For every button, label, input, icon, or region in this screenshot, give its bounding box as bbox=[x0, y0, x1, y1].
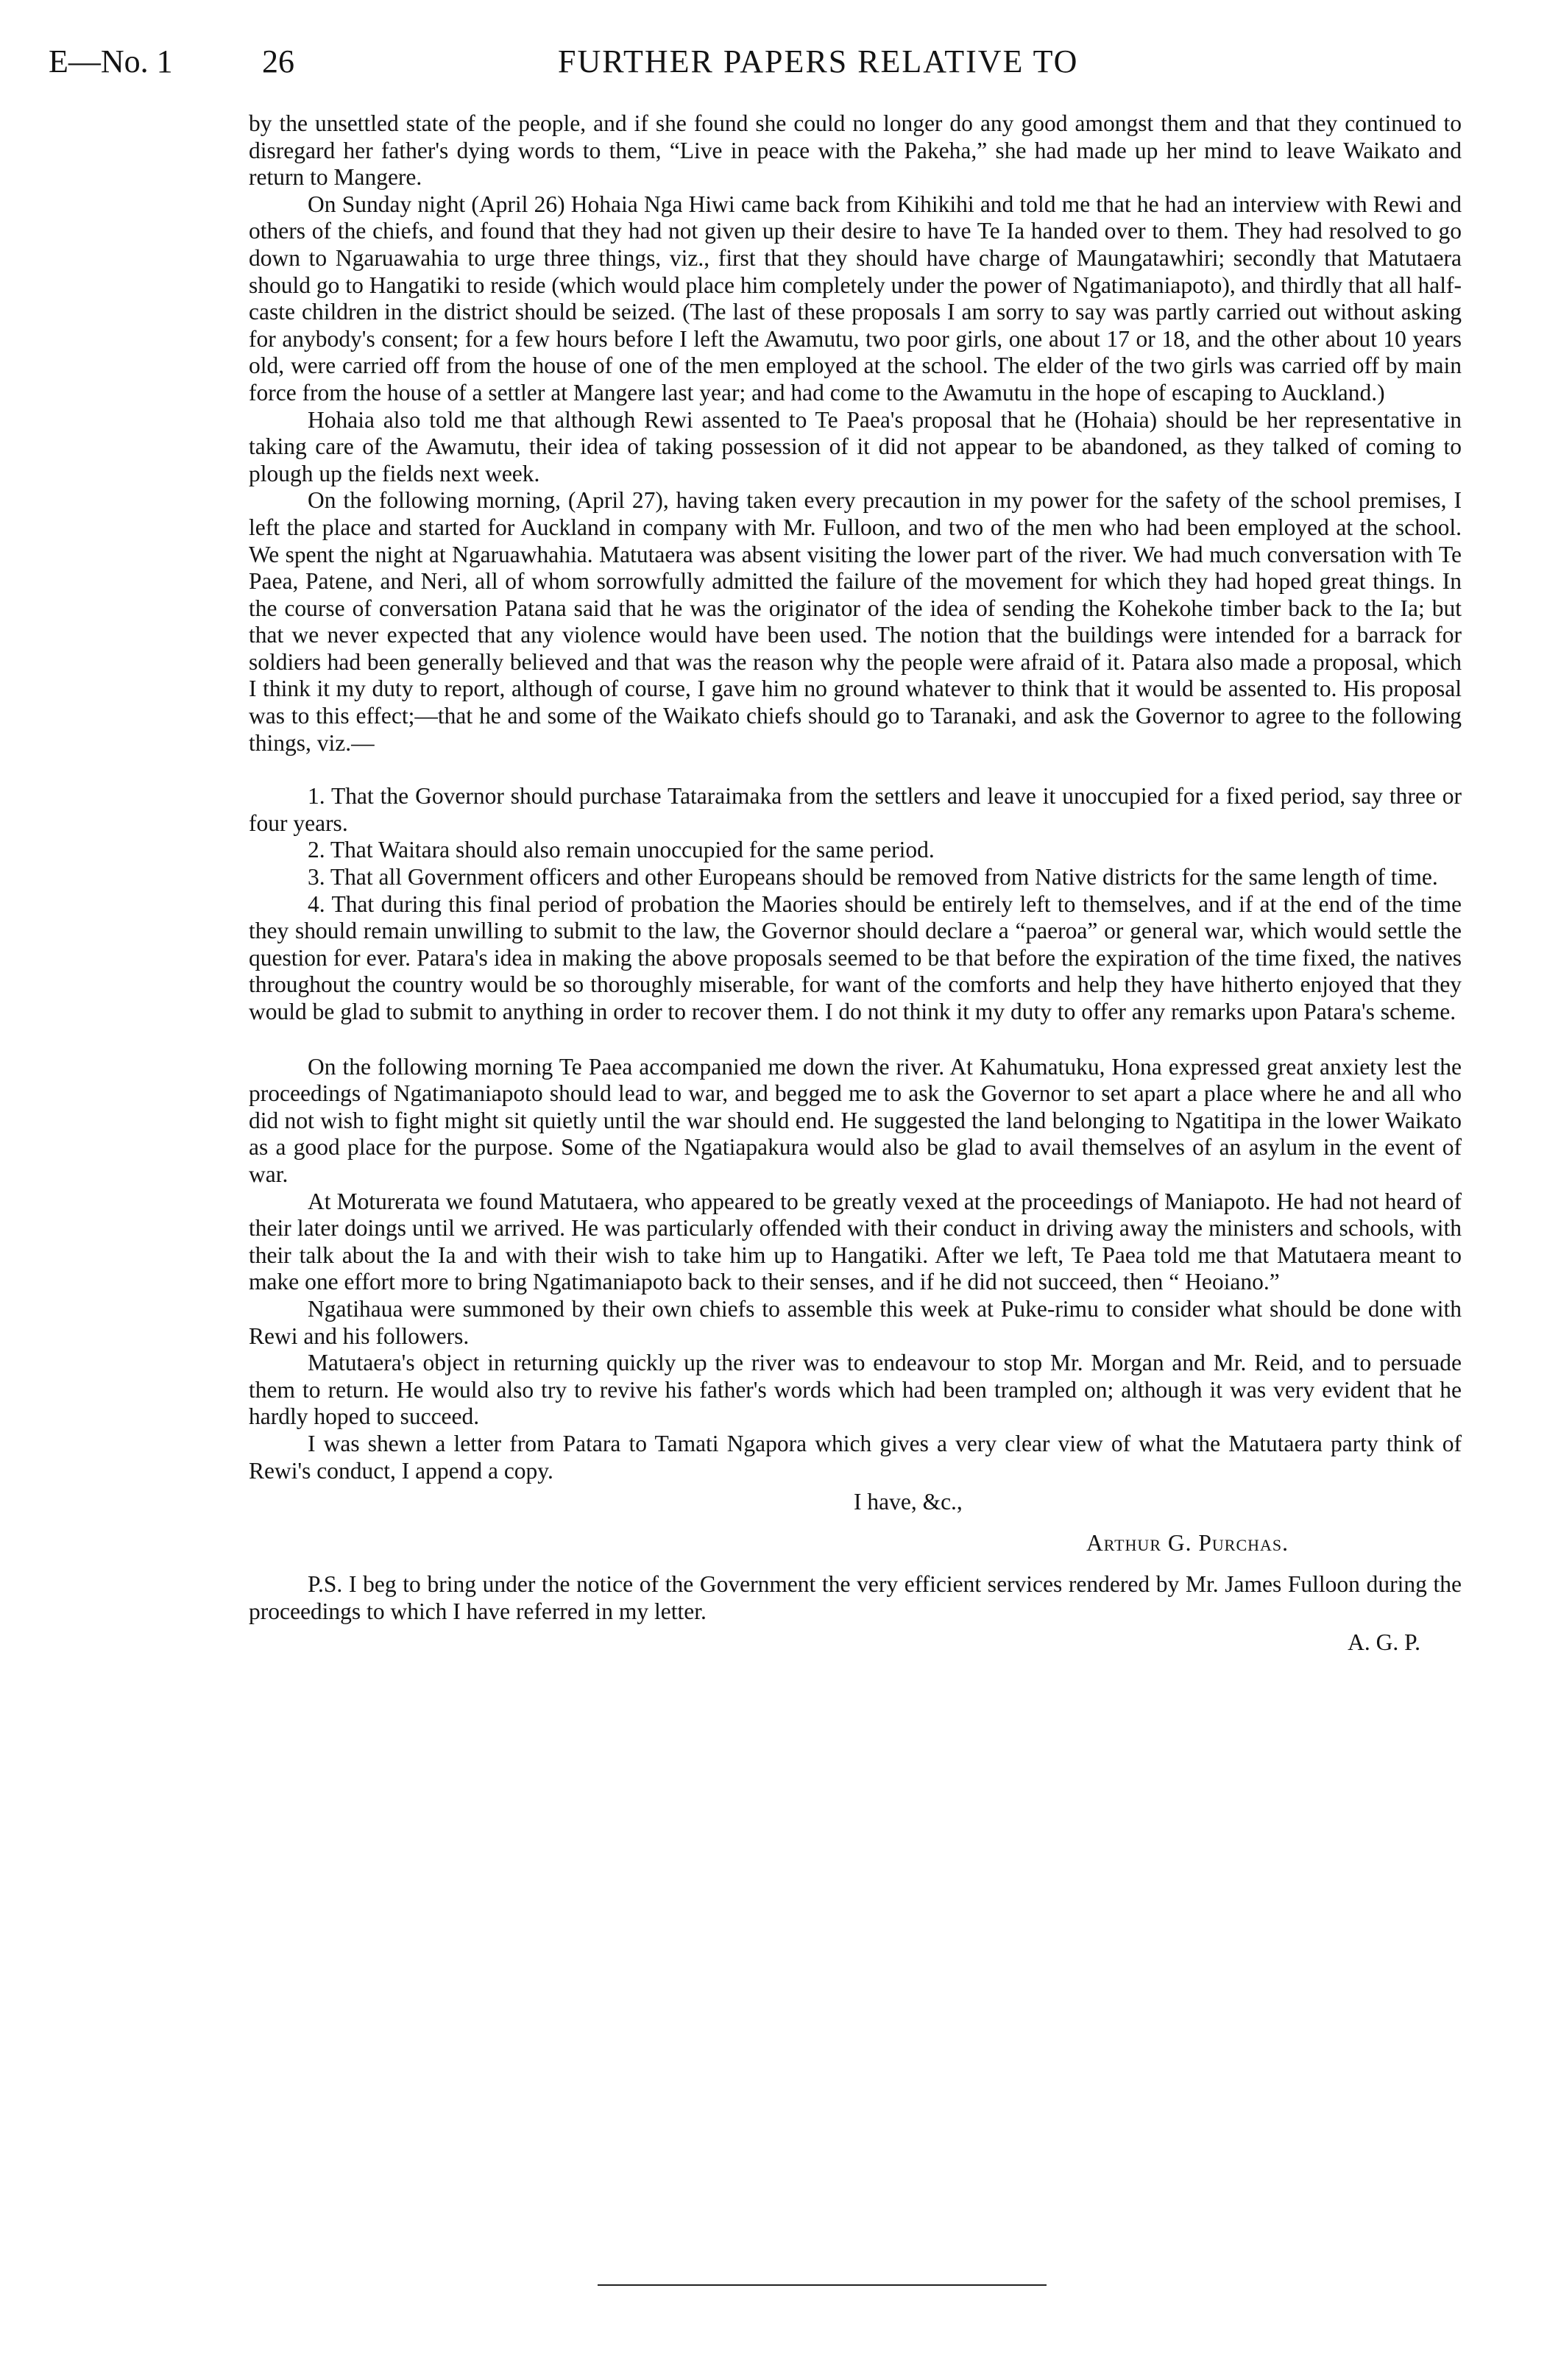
paragraph: On Sunday night (April 26) Hohaia Nga Hiwi came back from Kihikihi and told me that he had an interview with Rewi and others of the chiefs, and found that they had not given up their desire to have Te Ia handed over to them. They had resolved to go down to Ngaruawahia to urge three things, viz., first that they should have charge of Maungatawhiri; secondly that Matutaera should go to Hangatiki to reside (which would place him completely under the power of Ngatimaniapoto), and thirdly that all half-caste children in the district should be seized. (The last of these proposals I am sorry to say was partly carried out without asking for anybody's consent; for a few hours before I left the Awamutu, two poor girls, one about 17 or 18, and the other about 10 years old, were carried off from the house of one of the men employed at the school. The elder of the two girls was carried off by main force from the house of a settler at Mangere last year; and had come to the Awamutu in the hope of escaping to Auckland.) bbox=[249, 191, 1462, 405]
proposals-list bbox=[249, 783, 1462, 1025]
proposal-item: 2. That Waitara should also remain unoccupied for the same period. bbox=[308, 837, 935, 863]
paragraph: On the following morning Te Paea accompanied me down the river. At Kahumatuku, Hona expressed great anxiety lest the proceedings of Ngatimaniapoto should lead to war, and begged me to ask the Governor to set apart a place where he and all who did not wish to fight might sit quietly until the war should end. He suggested the land belonging to Ngatitipa in the lower Waikato as a good place for the purpose. Some of the Ngatiapakura would also be glad to avail themselves of an asylum in the event of war. bbox=[249, 1053, 1462, 1187]
closing-line: I have, &c., bbox=[854, 1489, 963, 1515]
paragraph: by the unsettled state of the people, and if she found she could no longer do any good amongst them and that they continued to disregard her father's dying words to them, “Live in peace with the Pakeha,” she had made up her mind to leave Waikato and return to Mangere. bbox=[249, 110, 1462, 191]
paragraph: On the following morning, (April 27), having taken every precaution in my power for the safety of the school premises, I left the place and started for Auckland in company with Mr. Fulloon, and two of the men who had been employed at the school. We spent the night at Ngaruawhahia. Matutaera was absent visiting the lower part of the river. We had much conversation with Te Paea, Patene, and Neri, all of whom sorrowfully admitted the failure of the movement for which they had hoped great things. In the course of conversation Patana said that he was the originator of the idea of sending the Kohekohe timber back to the Ia; but that we never expected that any violence would have been used. The notion that the buildings were intended for a barrack for soldiers had been generally believed and that was the reason why the people were afraid of it. Patara also made a proposal, which I think it my duty to report, although of course, I gave him no ground whatever to think that it would be assented to. His proposal was to this effect;—that he and some of the Waikato chiefs should go to Taranaki, and ask the Governor to agree to the following things, viz.— bbox=[249, 487, 1462, 756]
paragraph: I was shewn a letter from Patara to Tamati Ngapora which gives a very clear view of what the Matutaera party think of Rewi's conduct, I append a copy. bbox=[249, 1430, 1462, 1484]
proposal-item: 4. That during this final period of probation the Maories should be entirely left to themselves, and if at the end of the time they should remain unwilling to submit to the law, the Governor should declare a “paeroa” or general war, which would settle the question for ever. Patara's idea in making the above proposals seemed to be that before the expiration of the time fixed, the natives throughout the country would be so thoroughly miserable, for want of the comforts and help they have hitherto enjoyed that they would be glad to submit to anything in order to recover them. I do not think it my duty to offer any remarks upon Patara's scheme. bbox=[249, 890, 1462, 1024]
letter-body bbox=[249, 110, 1462, 1657]
proposal-item: 1. That the Governor should purchase Tataraimaka from the settlers and leave it unoccupied for a fixed period, say three or four years. bbox=[249, 783, 1462, 836]
section-gap bbox=[249, 1026, 1462, 1054]
paragraph: Ngatihaua were summoned by their own chiefs to assemble this week at Puke-rimu to consider what should be done with Rewi and his followers. bbox=[249, 1295, 1462, 1349]
paper-reference: E—No. 1 bbox=[49, 43, 173, 79]
paragraph: Matutaera's object in returning quickly up the river was to endeavour to stop Mr. Morgan and Mr. Reid, and to persuade them to return. He would also try to revive his father's words which had been trampled on; although it was very evident that he hardly hoped to succeed. bbox=[249, 1350, 1462, 1430]
page-header bbox=[0, 43, 1547, 87]
postscript-initials: A. G. P. bbox=[1348, 1629, 1420, 1656]
running-title: FURTHER PAPERS RELATIVE TO bbox=[558, 43, 1079, 79]
signer-name: Arthur G. Purchas. bbox=[1086, 1530, 1289, 1556]
paragraph: Hohaia also told me that although Rewi assented to Te Paea's proposal that he (Hohaia) should be her representative in taking care of the Awamutu, their idea of taking possession of it did not appear to be abandoned, as they talked of coming to plough up the fields next week. bbox=[249, 406, 1462, 486]
proposal-item: 3. That all Government officers and other Europeans should be removed from Native districts for the same length of time. bbox=[308, 864, 1438, 890]
end-rule bbox=[598, 2284, 1047, 2286]
postscript: P.S. I beg to bring under the notice of the Government the very efficient services rendered by Mr. James Fulloon during the proceedings to which I have referred in my letter. bbox=[249, 1571, 1462, 1624]
paragraph: At Moturerata we found Matutaera, who appeared to be greatly vexed at the proceedings of Maniapoto. He had not heard of their later doings until we arrived. He was particularly offended with their conduct in driving away the ministers and schools, with their talk about the Ia and with their wish to take him up to Hangatiki. After we left, Te Paea told me that Matutaera meant to make one effort more to bring Ngatimaniapoto back to their senses, and if he did not succeed, then “ Heoiano.” bbox=[249, 1188, 1462, 1295]
signature-block bbox=[249, 1489, 1462, 1571]
page-number: 26 bbox=[262, 43, 294, 79]
